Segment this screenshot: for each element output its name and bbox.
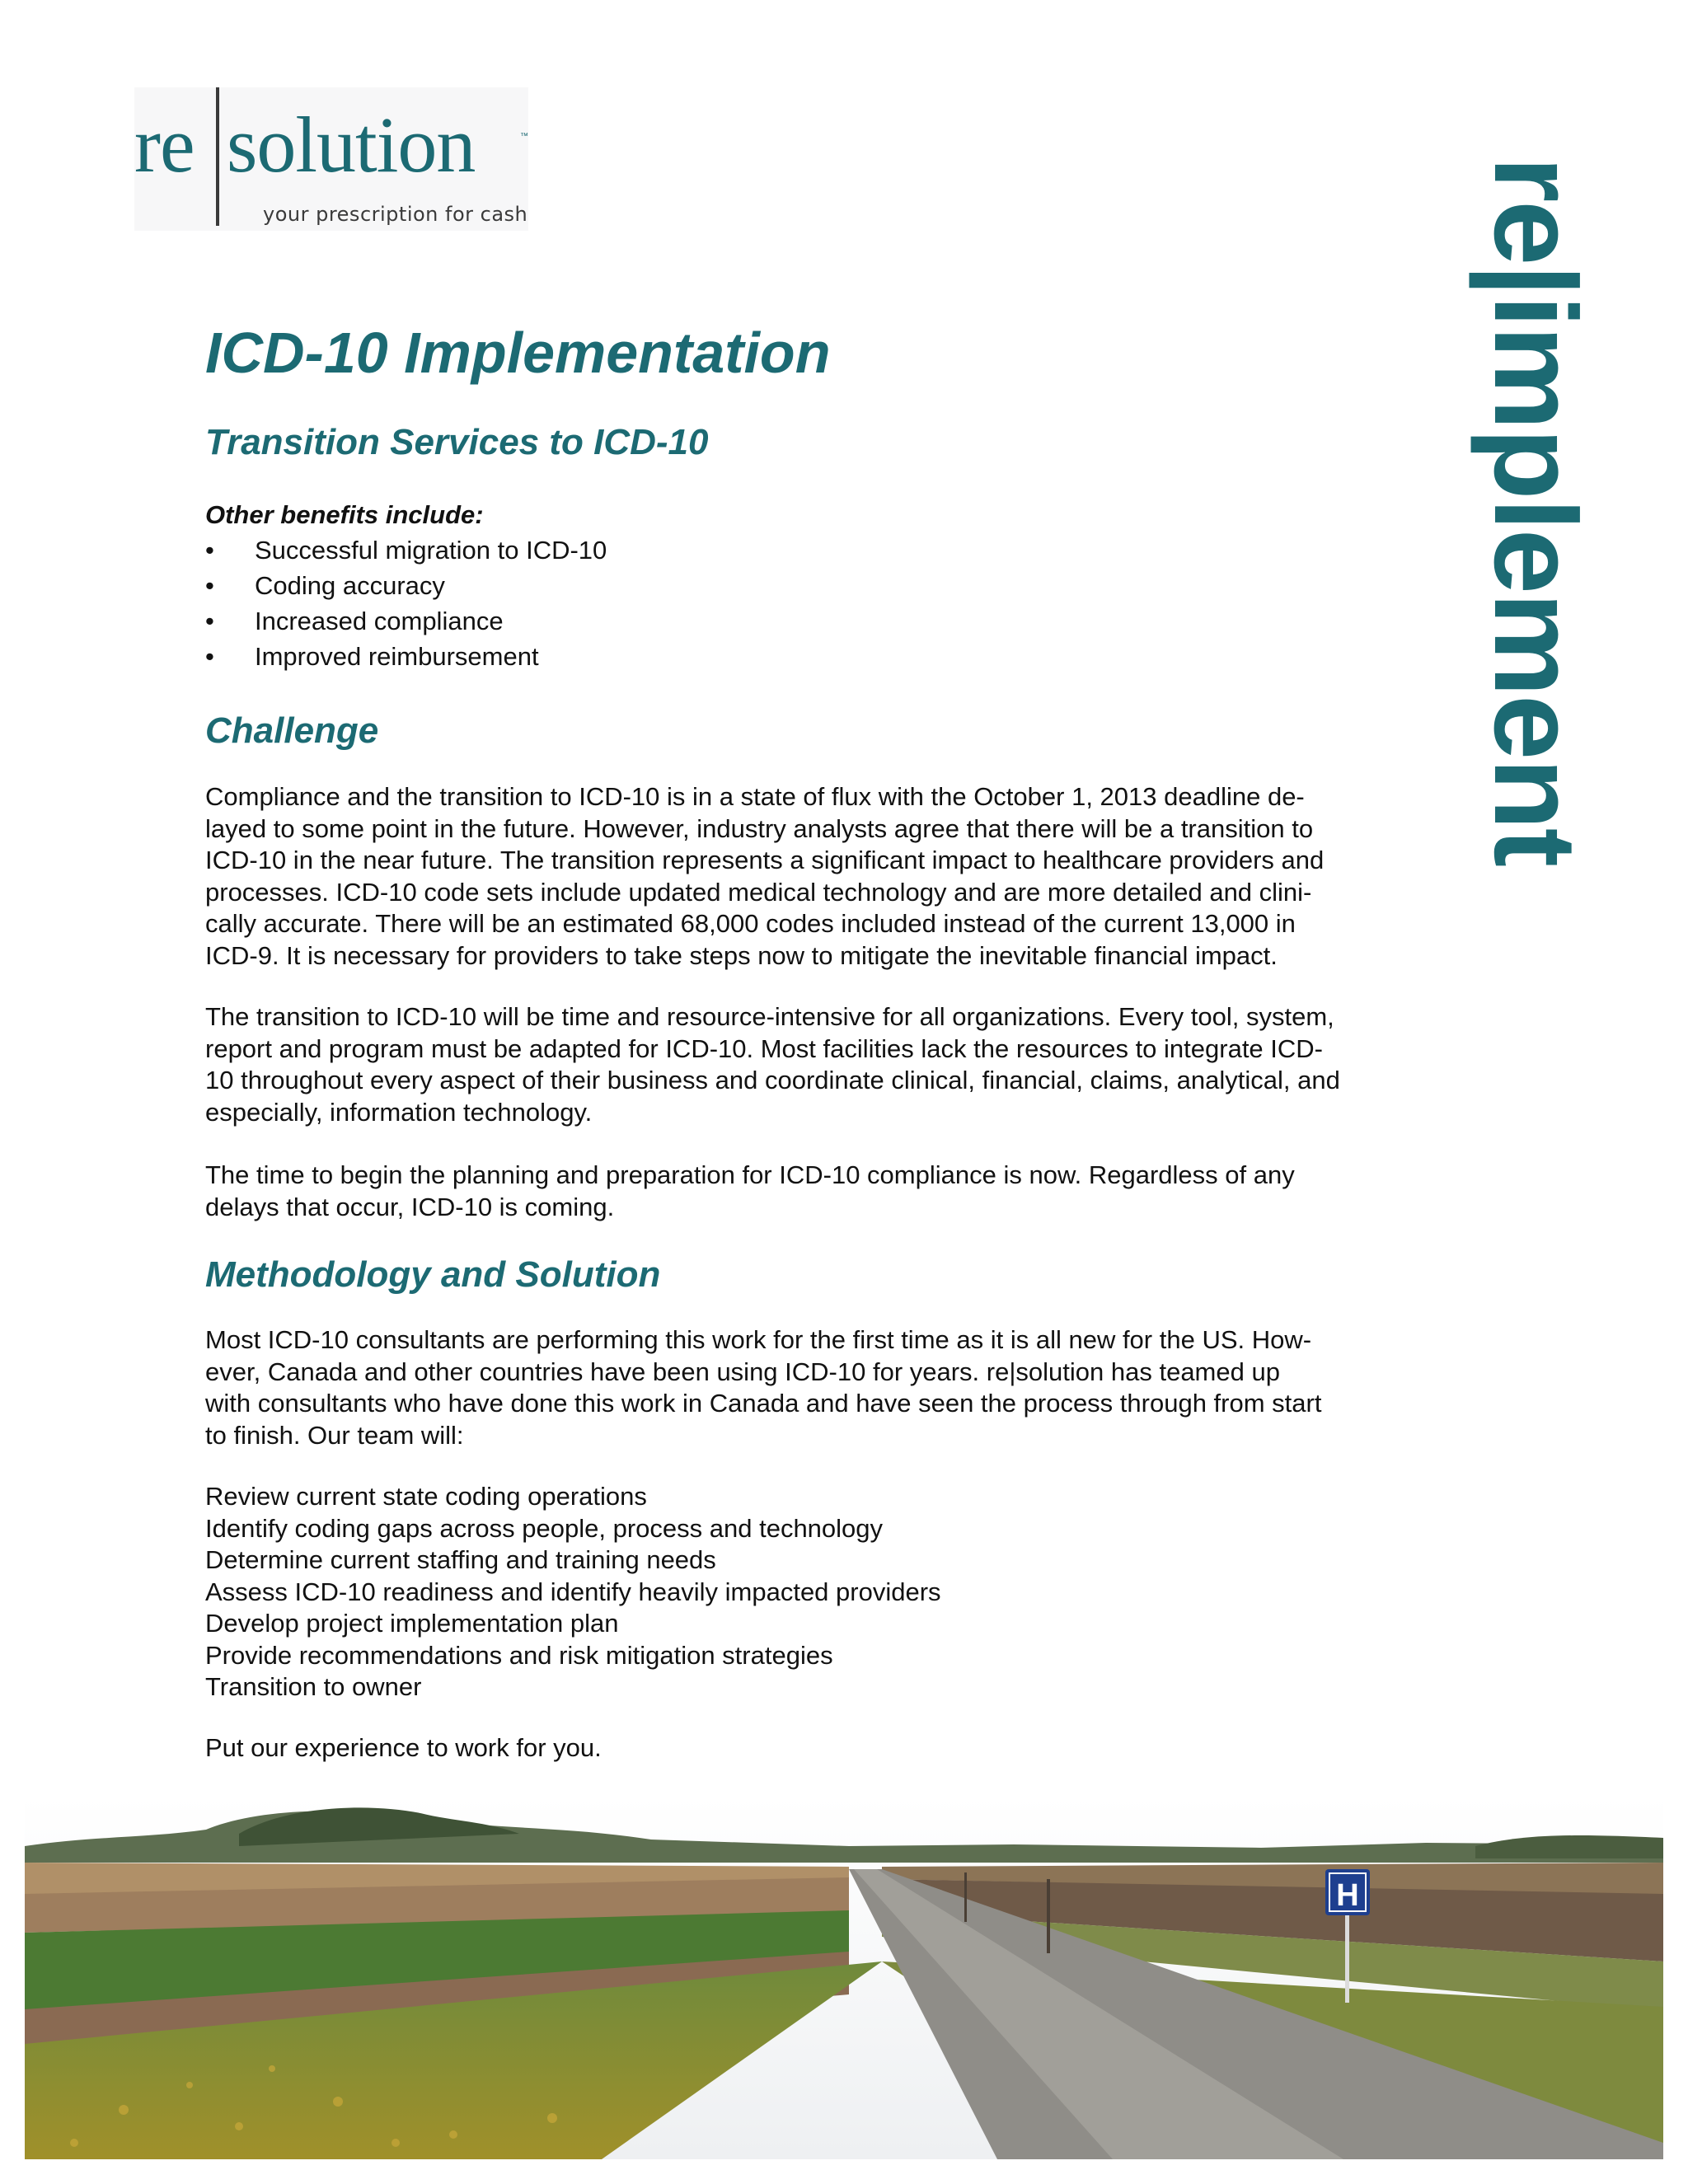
text-line: especially, information technology. [205, 1097, 593, 1127]
step-item: Assess ICD-10 readiness and identify heavily impacted providers [205, 1577, 941, 1606]
text-line: 10 throughout every aspect of their business and coordinate clinical, financial, claims, analytical, and [205, 1066, 1340, 1094]
side-label [1469, 157, 1609, 915]
text-line: ICD-10 in the near future. The transition represents a significant impact to healthcare providers and [205, 846, 1325, 874]
text-line: Most ICD-10 consultants are performing this work for the first time as it is all new for the US. How- [205, 1325, 1312, 1354]
text-line: ever, Canada and other countries have been using ICD-10 for years. re|solution has teamed up [205, 1357, 1280, 1386]
list-item: • Successful migration to ICD-10 [205, 532, 607, 568]
list-item: • Increased compliance [205, 603, 607, 639]
text-line: processes. ICD-10 code sets include updated medical technology and are more detailed and clini- [205, 877, 1312, 907]
logo-divider [216, 87, 219, 226]
step-item: Review current state coding operations [205, 1482, 647, 1511]
logo-trademark: ™ [520, 132, 528, 141]
text-line: The time to begin the planning and preparation for ICD-10 compliance is now. Regardless of any [205, 1160, 1295, 1189]
methodology-heading: Methodology and Solution [205, 1254, 661, 1295]
side-label-text: re|implement [1470, 157, 1601, 866]
step-item: Develop project implementation plan [205, 1609, 619, 1638]
text-line: with consultants who have done this work in Canada and have seen the process through from start [205, 1389, 1322, 1418]
list-item: • Coding accuracy [205, 568, 607, 603]
page-subtitle: Transition Services to ICD-10 [205, 422, 709, 462]
benefits-list [205, 532, 607, 674]
logo-left-word: re [134, 101, 195, 189]
benefits-intro: Other benefits include: [205, 500, 484, 529]
text-line: layed to some point in the future. However, industry analysts agree that there will be a transition to [205, 813, 1314, 843]
logo-tagline: your prescription for cash [263, 203, 528, 226]
challenge-paragraph-1 [205, 781, 1442, 972]
list-item: • Improved reimbursement [205, 639, 607, 674]
road-sign-letter: H [1336, 1878, 1359, 1913]
step-item: Determine current staffing and training needs [205, 1545, 716, 1574]
step-item: Provide recommendations and risk mitigation strategies [205, 1640, 833, 1670]
company-logo [134, 87, 528, 231]
challenge-paragraph-3 [205, 1160, 1442, 1223]
text-line: cally accurate. There will be an estimated 68,000 codes included instead of the current 13,000 in [205, 909, 1296, 938]
text-line: report and program must be adapted for ICD-10. Most facilities lack the resources to integrate ICD- [205, 1033, 1323, 1063]
step-item: Identify coding gaps across people, process and technology [205, 1513, 884, 1543]
page-title: ICD-10 Implementation [205, 321, 831, 385]
text-line: to finish. Our team will: [205, 1420, 464, 1450]
challenge-heading: Challenge [205, 710, 379, 751]
text-line: Compliance and the transition to ICD-10 is in a state of flux with the October 1, 2013 deadline de- [205, 782, 1305, 811]
logo-right-word: solution [227, 101, 476, 189]
text-line: ICD-9. It is necessary for providers to take steps now to mitigate the inevitable financial impact. [205, 940, 1278, 970]
road-landscape-image [25, 1797, 1663, 2159]
step-item: Transition to owner [205, 1672, 422, 1701]
methodology-paragraph [205, 1324, 1442, 1451]
text-line: The transition to ICD-10 will be time and resource-intensive for all organizations. Every tool, system, [205, 1002, 1334, 1031]
challenge-paragraph-2 [205, 1001, 1442, 1128]
methodology-steps [205, 1481, 1442, 1704]
closing-line: Put our experience to work for you. [205, 1733, 602, 1762]
text-line: delays that occur, ICD-10 is coming. [205, 1192, 615, 1221]
